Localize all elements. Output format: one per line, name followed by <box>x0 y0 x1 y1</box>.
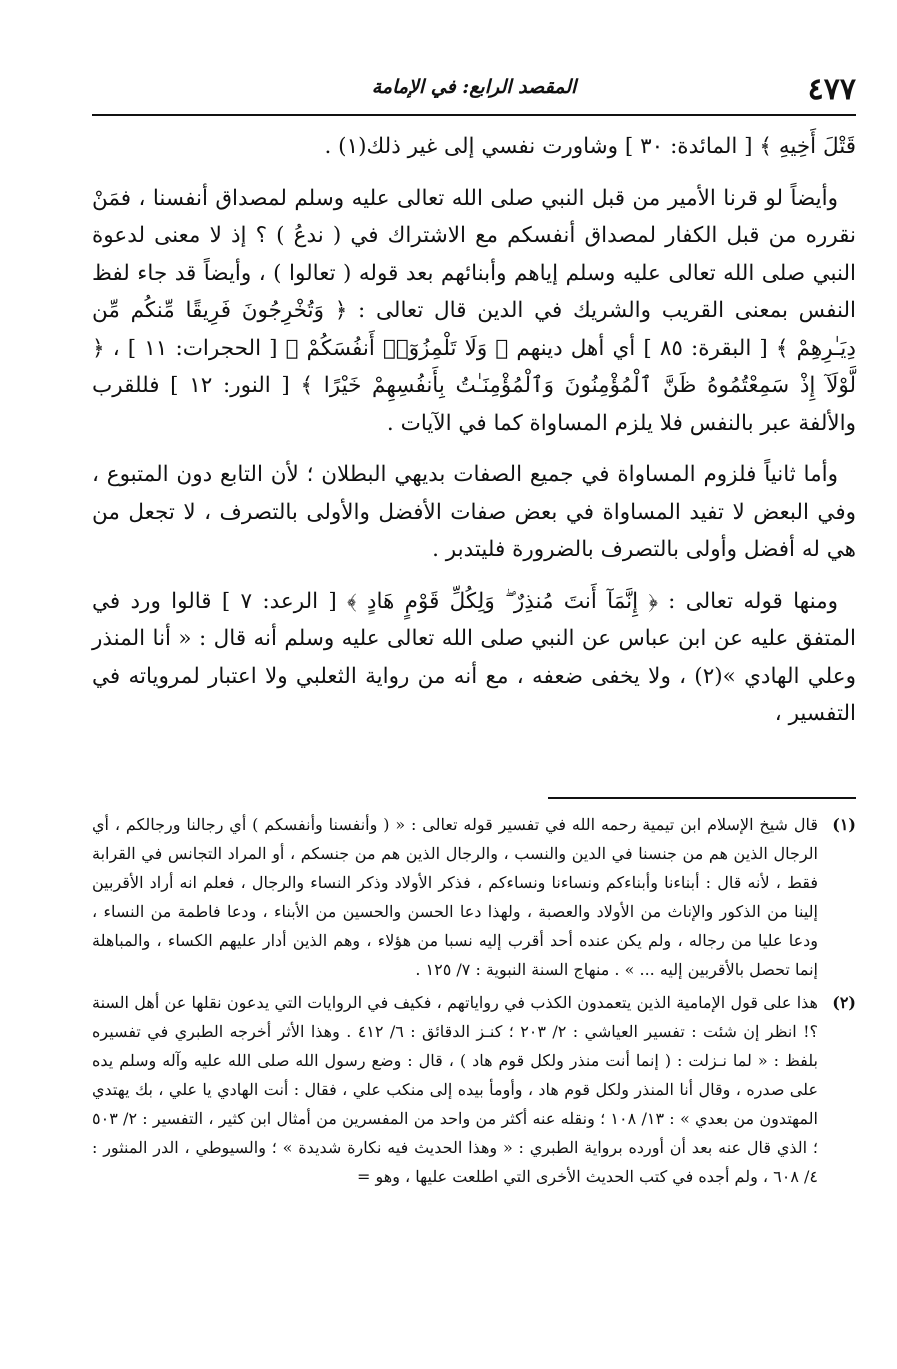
footnote-text: هذا على قول الإمامية الذين يتعمدون الكذب في رواياتهم ، فكيف في الروايات التي يدعون نقلها عن أهل السنة ؟! انظر إن شئت : تفسير العياشي : ٢/ ٢٠٣ ؛ كنـز الدقائق : ٦/ ٤١٢ . وهذا الأثر أخرجه الطبري في تفسيره بلفظ : « لما نـزلت : ( إنما أنت منذر ولكل قوم هاد ) ، قال : وضع رسول الله صلى الله عليه وآله وسلم يده على صدره ، وقال أنا المنذر ولكل قوم هاد ، وأومأ بيده إلى منكب علي ، فقال : أنت الهادي يا علي ، بك يهتدي المهتدون من بعدي » : ١٣/ ١٠٨ ؛ ونقله عنه أكثر من واحد من المفسرين من أمثال ابن كثير ، التفسير : ٢/ ٥٠٣ ؛ الذي قال عنه بعد أن أورده برواية الطبري : « وهذا الحديث فيه نكارة شديدة » ؛ والسيوطي ، الدر المنثور : ٤/ ٦٠٨ ، ولم أجده في كتب الحديث الأخرى التي اطلعت عليها ، وهو = <box>92 993 819 1186</box>
paragraph: وأما ثانياً فلزوم المساواة في جميع الصفات بديهي البطلان ؛ لأن التابع دون المتبوع ، وفي البعض لا تفيد المساواة في بعض صفات الأفضل والأولى بالتصرف ، لا تجعل من هي له أفضل وأولى بالتصرف بالضرورة فليتدبر . <box>92 462 856 562</box>
footnote-1 <box>92 810 856 984</box>
header-rule <box>92 114 856 116</box>
paragraph: وأيضاً لو قرنا الأمير من قبل النبي صلى الله تعالى عليه وسلم لمصداق أنفسنا ، فمَنْ نقرره من قبل الكفار لمصداق أنفسكم مع الاشتراك في ( ندعُ ) ؟ إذ لا معنى لدعوة النبي صلى الله تعالى عليه وسلم إياهم وأبنائهم بعد قوله ( تعالوا ) ، وأيضاً قد جاء لفظ النفس بمعنى القريب والشريك في الدين قال تعالى : ﴿ وَتُخْرِجُونَ فَرِيقًا مِّنكُم مِّن دِيَـٰرِهِمْ ﴾ [ البقرة: ٨٥ ] أي أهل دينهم ﴿ وَلَا تَلْمِزُوٓا۟ أَنفُسَكُمْ ﴾ [ الحجرات: ١١ ] ، ﴿ لَّوْلَآ إِذْ سَمِعْتُمُوهُ ظَنَّ ٱلْمُؤْمِنُونَ وَٱلْمُؤْمِنَـٰتُ بِأَنفُسِهِمْ خَيْرًا ﴾ [ النور: ١٢ ] فللقرب والألفة عبر بالنفس فلا يلزم المساواة كما في الآيات . <box>92 185 856 436</box>
footnote-separator <box>548 797 856 799</box>
footnote-2 <box>92 988 856 1191</box>
footnote-text: قال شيخ الإسلام ابن تيمية رحمه الله في تفسير قوله تعالى : « ( وأنفسنا وأنفسكم ) أي رجالنا ورجالكم ، أي الرجال الذين هم من جنسنا في الدين والنسب ، والرجال الذين هم من جنسكم ، أو المراد التجانس في القرابة فقط ، لأنه قال : أبناءنا وأبناءكم ونساءنا ونساءكم ، فذكر الأولاد وذكر النساء والرجال ، فعلم انه أراد الأقربين إلينا من الذكور والإناث من الأولاد والعصبة ، ولهذا دعا الحسن والحسين من الأبناء ، ودعا فاطمة من النساء ، ودعا عليا من رجاله ، ولم يكن عنده أحد أقرب إليه نسبا من هؤلاء ، وهم الذين أدار عليهم الكساء ، والمباهلة إنما تحصل بالأقربين إليه ... » . منهاج السنة النبوية : ٧/ ١٢٥ . <box>92 815 819 979</box>
paragraph: ومنها قوله تعالى : ﴿ إِنَّمَآ أَنتَ مُنذِرٌ ۖ وَلِكُلِّ قَوْمٍ هَادٍ ﴾ [ الرعد: ٧ ] قالوا ورد في المتفق عليه عن ابن عباس عن النبي صلى الله تعالى عليه وسلم أنه قال : « أنا المنذر وعلي الهادي »(٢) ، ولا يخفى ضعفه ، مع أنه من رواية الثعلبي ولا اعتبار لمروياته في التفسير ، <box>92 588 856 726</box>
running-title: المقصد الرابع: في الإمامة <box>371 76 577 98</box>
footnote-marker: (٢) <box>832 993 856 1012</box>
footnotes <box>92 810 856 1195</box>
footnote-marker: (١) <box>832 815 856 834</box>
main-text <box>92 128 856 747</box>
page-number: ٤٧٧ <box>807 72 856 107</box>
paragraph: قَتْلَ أَخِيهِ ﴾ [ المائدة: ٣٠ ] وشاورت نفسي إلى غير ذلك(١) . <box>324 134 856 159</box>
page-header <box>92 68 856 114</box>
